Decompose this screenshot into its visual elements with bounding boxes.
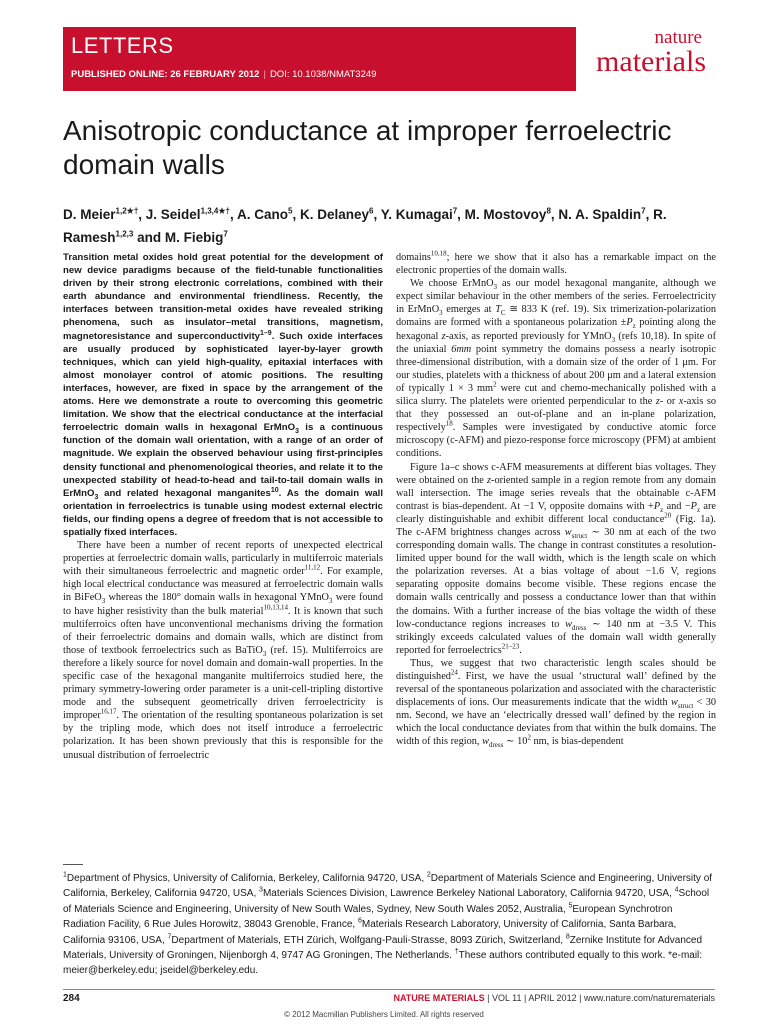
publication-info (71, 69, 376, 80)
author-list: D. Meier$^{1,2★\dagger}$, J. Seidel$^{1,3,4★\dagger}$, A. Cano$^5$, K. Delaney$^6$, Y. Kumagai$^7$, M. Mostovoy$^8$, N. A. Spaldin$^7$, R. Ramesh$^{1,2,3}$ and M. Fiebig$^7$ (63, 206, 667, 245)
body-paragraph: There have been a number of recent reports of unexpected electrical properties at ferroelectric domain walls, particularly in multiferroic materials with their simultaneous ferroelectric and magnetic order$^{11,12}$. For example, high local electrical conductance was measured at ferroelectric domain walls in BiFeO$_3$ whereas the 180° domain walls in hexagonal YMnO$_3$ were found to have higher resistivity than the bulk material$^{10,13,14}$. It is known that such multiferroics often have unconventional mechanisms driving the formation of their ferroelectric domains and domain walls, which are distinct from those of textbook ferroelectrics such as BaTiO$_3$ (ref. 15). Multiferroics are therefore a likely source for novel domain and domain-wall properties. In the specific case of the hexagonal manganite multiferroics studied here, the primary symmetry-lowering order parameter is a unit-cell-tripling distortive mode and the subsequent geometrically driven ferroelectricity is improper$^{16,17}$. The orientation of the resulting spontaneous polarization is set by the tripling mode, which does not itself introduce a ferroelectric polarization. It has been shown previously that this is responsible for the unusual distribution of ferroelectric (63, 540, 384, 761)
body-paragraph: We choose ErMnO$_3$ as our model hexagonal manganite, although we expect similar behaviour in the other members of the series. Ferroelectricity in ErMnO$_3$ emerges at $T_C$ ≅ 833 K (ref. 19). Six trimerization-polarization domains are formed with a spontaneous polarization $\pm P_z$ pointing along the hexagonal z-axis, as reported previously for YMnO$_3$ (refs 10,18). In spite of the uniaxial 6mm point symmetry the domains possess a nearly isotropic three-dimensional distribution, with a domain size of the order of 1 μm. For our studies, platelets with a thickness of about 200 μm and a lateral extension of typically 1 × 3 $mm^2$ were cut and chemo-mechanically polished with a silica slurry. The platelets were oriented perpendicular to the z- or x-axis so that they possessed an out-of-plane and an in-plane polarization, respectively$^{18}$. Samples were investigated by conductive atomic force microscopy (c-AFM) and piezo-response force microscopy (PFM) at ambient conditions. (396, 278, 717, 460)
left-column (63, 251, 383, 762)
separator: | (579, 993, 584, 1003)
footer-issue: APRIL 2012 (528, 993, 577, 1003)
separator: | (263, 69, 266, 80)
footer-divider (63, 989, 715, 990)
footer-journal: NATURE MATERIALS (393, 993, 485, 1003)
right-column (396, 251, 716, 749)
doi-link[interactable]: DOI: 10.1038/NMAT3249 (269, 69, 377, 80)
footer-url[interactable]: www.nature.com/naturematerials (583, 993, 715, 1003)
separator: | (487, 993, 492, 1003)
published-date: PUBLISHED ONLINE: 26 FEBRUARY 2012 (71, 69, 260, 80)
footer-volume: VOL 11 (491, 993, 522, 1003)
body-paragraph: domains$^{10,18}$; here we show that it also has a remarkable impact on the electronic properties of the domain walls. (396, 249, 716, 277)
logo-nature-text: nature (654, 27, 702, 48)
section-label: LETTERS (71, 33, 174, 58)
abstract: Transition metal oxides hold great potential for the development of new device paradigms because of the field-tunable functionalities driven by their strong electronic correlations, combined with their earth abundance and environmental friendliness. Recently, the interfaces between transition-metal oxides have revealed striking phenomena, such as insulator–metal transitions, magnetism, magnetoresistance and superconductivity$^{1-9}$. Such oxide interfaces are usually produced by sophisticated layer-by-layer growth techniques, which can yield high-quality, epitaxial interfaces with almost monolayer control of atomic positions. The resulting interfaces, however, are fixed in space by the arrangement of the atoms. Here we demonstrate a route to overcoming this geometric limitation. We show that the electrical conductance at the interfacial ferroelectric domain walls in hexagonal ErMnO$_3$ is a continuous function of the domain wall orientation, with a range of an order of magnitude. We explain the observed behaviour using first-principles density functional and phenomenological theories, and relate it to the unexpected stability of head-to-head and tail-to-tail domain walls in ErMnO$_3$ and related hexagonal manganites$^{10}$. As the domain wall orientation in ferroelectrics is tunable using modest external electric fields, our finding opens a degree of freedom that is not accessible to spatially fixed interfaces. (63, 252, 383, 538)
section-banner (63, 27, 576, 91)
journal-logo[interactable] (586, 28, 706, 77)
footnote-divider (63, 864, 83, 865)
affiliations-footnote: $^1$Department of Physics, University of California, Berkeley, California 94720, USA, $^2$Department of Materials Science and Engineering, University of California, Berkeley, California 94720, USA, $^3$Materials Sciences Division, Lawrence Berkeley National Laboratory, California 94720, USA, $^4$School of Materials Science and Engineering, University of New South Wales, Sydney, New South Wales 2052, Australia, $^5$European Synchrotron Radiation Facility, 6 Rue Jules Horowitz, 38043 Grenoble, France, $^6$Materials Research Laboratory, University of California, Santa Barbara, California 93106, USA, $^7$Department of Materials, ETH Zürich, Wolfgang-Pauli-Strasse, 8093 Zürich, Switzerland, $^8$Zernike Institute for Advanced Materials, University of Groningen, Nijenborgh 4, 9747 AG Groningen, The Netherlands. †These authors contributed equally to this work. *e-mail: meier@berkeley.edu; jseidel@berkeley.edu. (63, 871, 713, 977)
article-title: Anisotropic conductance at improper ferroelectric domain walls (63, 115, 672, 180)
body-paragraph: Thus, we suggest that two characteristic length scales should be distinguished$^{24}$. First, we have the usual ‘structural wall’ defined by the reversal of the spontaneous polarization and associated with the characteristic displacements of ions. Our measurements indicate that the width $w_{struct} < 30$ nm. Second, we have an ‘electrically dressed wall’ defined by the region in which the local conductance deviates from that within the bulk domains. The width of this region, $w_{dress}$ ∼ $10^2$ nm, is bias-dependent (396, 657, 716, 750)
page-number: 284 (63, 993, 80, 1004)
logo-materials-text: materials (596, 45, 706, 78)
copyright-notice: © 2012 Macmillan Publishers Limited. All rights reserved (284, 1010, 484, 1019)
footer-citation (393, 993, 715, 1003)
separator: | (524, 993, 529, 1003)
body-paragraph: Figure 1a–c shows c-AFM measurements at different bias voltages. They were obtained on the z-oriented sample in a region remote from any domain wall intersection. The image series reveals that the obtainable c-AFM contrast is bias-dependent. At −1 V, opposite domains with $+P_z$ and $-P_z$ are clearly distinguishable and exhibit different local conductance$^{20}$ (Fig. 1a). The c-AFM brightness changes across $w_{struct}$ ∼ 30 nm at each of the two corresponding domain walls. The change in contrast constitutes a resolution-limited upper bound for the wall width, which is the length scale on which the polarization reverses. At a bias voltage of about −1.6 V, regions separating opposite domains become visible. These regions encase the domain walls centrically and possess a conductance lower than that within the domains. With a further increase of the bias voltage the width of these low-conductance regions increases to $w_{dress}$ ∼ 140 nm at −3.5 V. This strikingly exceeds calculated values of the domain wall width generally reported for ferroelectrics$^{21-23}$. (396, 461, 717, 656)
journal-header (0, 0, 768, 104)
